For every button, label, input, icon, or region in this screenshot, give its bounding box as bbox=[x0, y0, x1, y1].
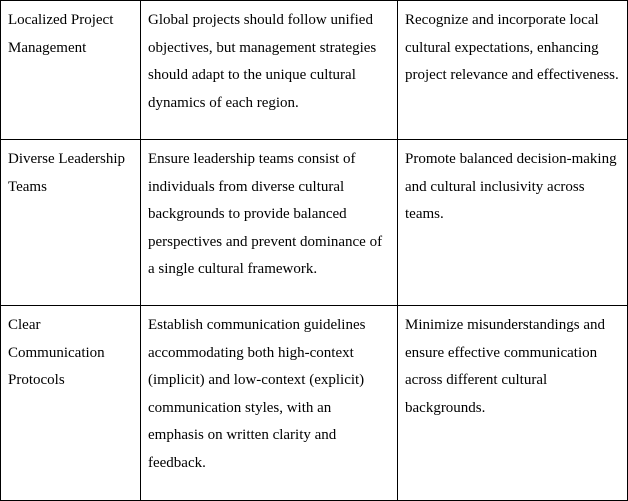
strategy-cell: Clear Communication Protocols bbox=[1, 306, 141, 501]
strategy-cell: Diverse Leadership Teams bbox=[1, 140, 141, 306]
description-cell: Ensure leadership teams consist of individuals from diverse cultural backgrounds to provide balanced perspectives and prevent dominance of a single cultural framework. bbox=[141, 140, 398, 306]
strategy-cell: Localized Project Management bbox=[1, 1, 141, 140]
table-row bbox=[1, 1, 628, 140]
outcome-cell: Minimize misunderstandings and ensure effective communication across different cultural backgrounds. bbox=[398, 306, 628, 501]
outcome-cell: Recognize and incorporate local cultural expectations, enhancing project relevance and effectiveness. bbox=[398, 1, 628, 140]
outcome-cell: Promote balanced decision-making and cultural inclusivity across teams. bbox=[398, 140, 628, 306]
table-row bbox=[1, 306, 628, 501]
description-cell: Global projects should follow unified objectives, but management strategies should adapt to the unique cultural dynamics of each region. bbox=[141, 1, 398, 140]
description-cell: Establish communication guidelines accommodating both high-context (implicit) and low-context (explicit) communication styles, with an emphasis on written clarity and feedback. bbox=[141, 306, 398, 501]
table-row bbox=[1, 140, 628, 306]
